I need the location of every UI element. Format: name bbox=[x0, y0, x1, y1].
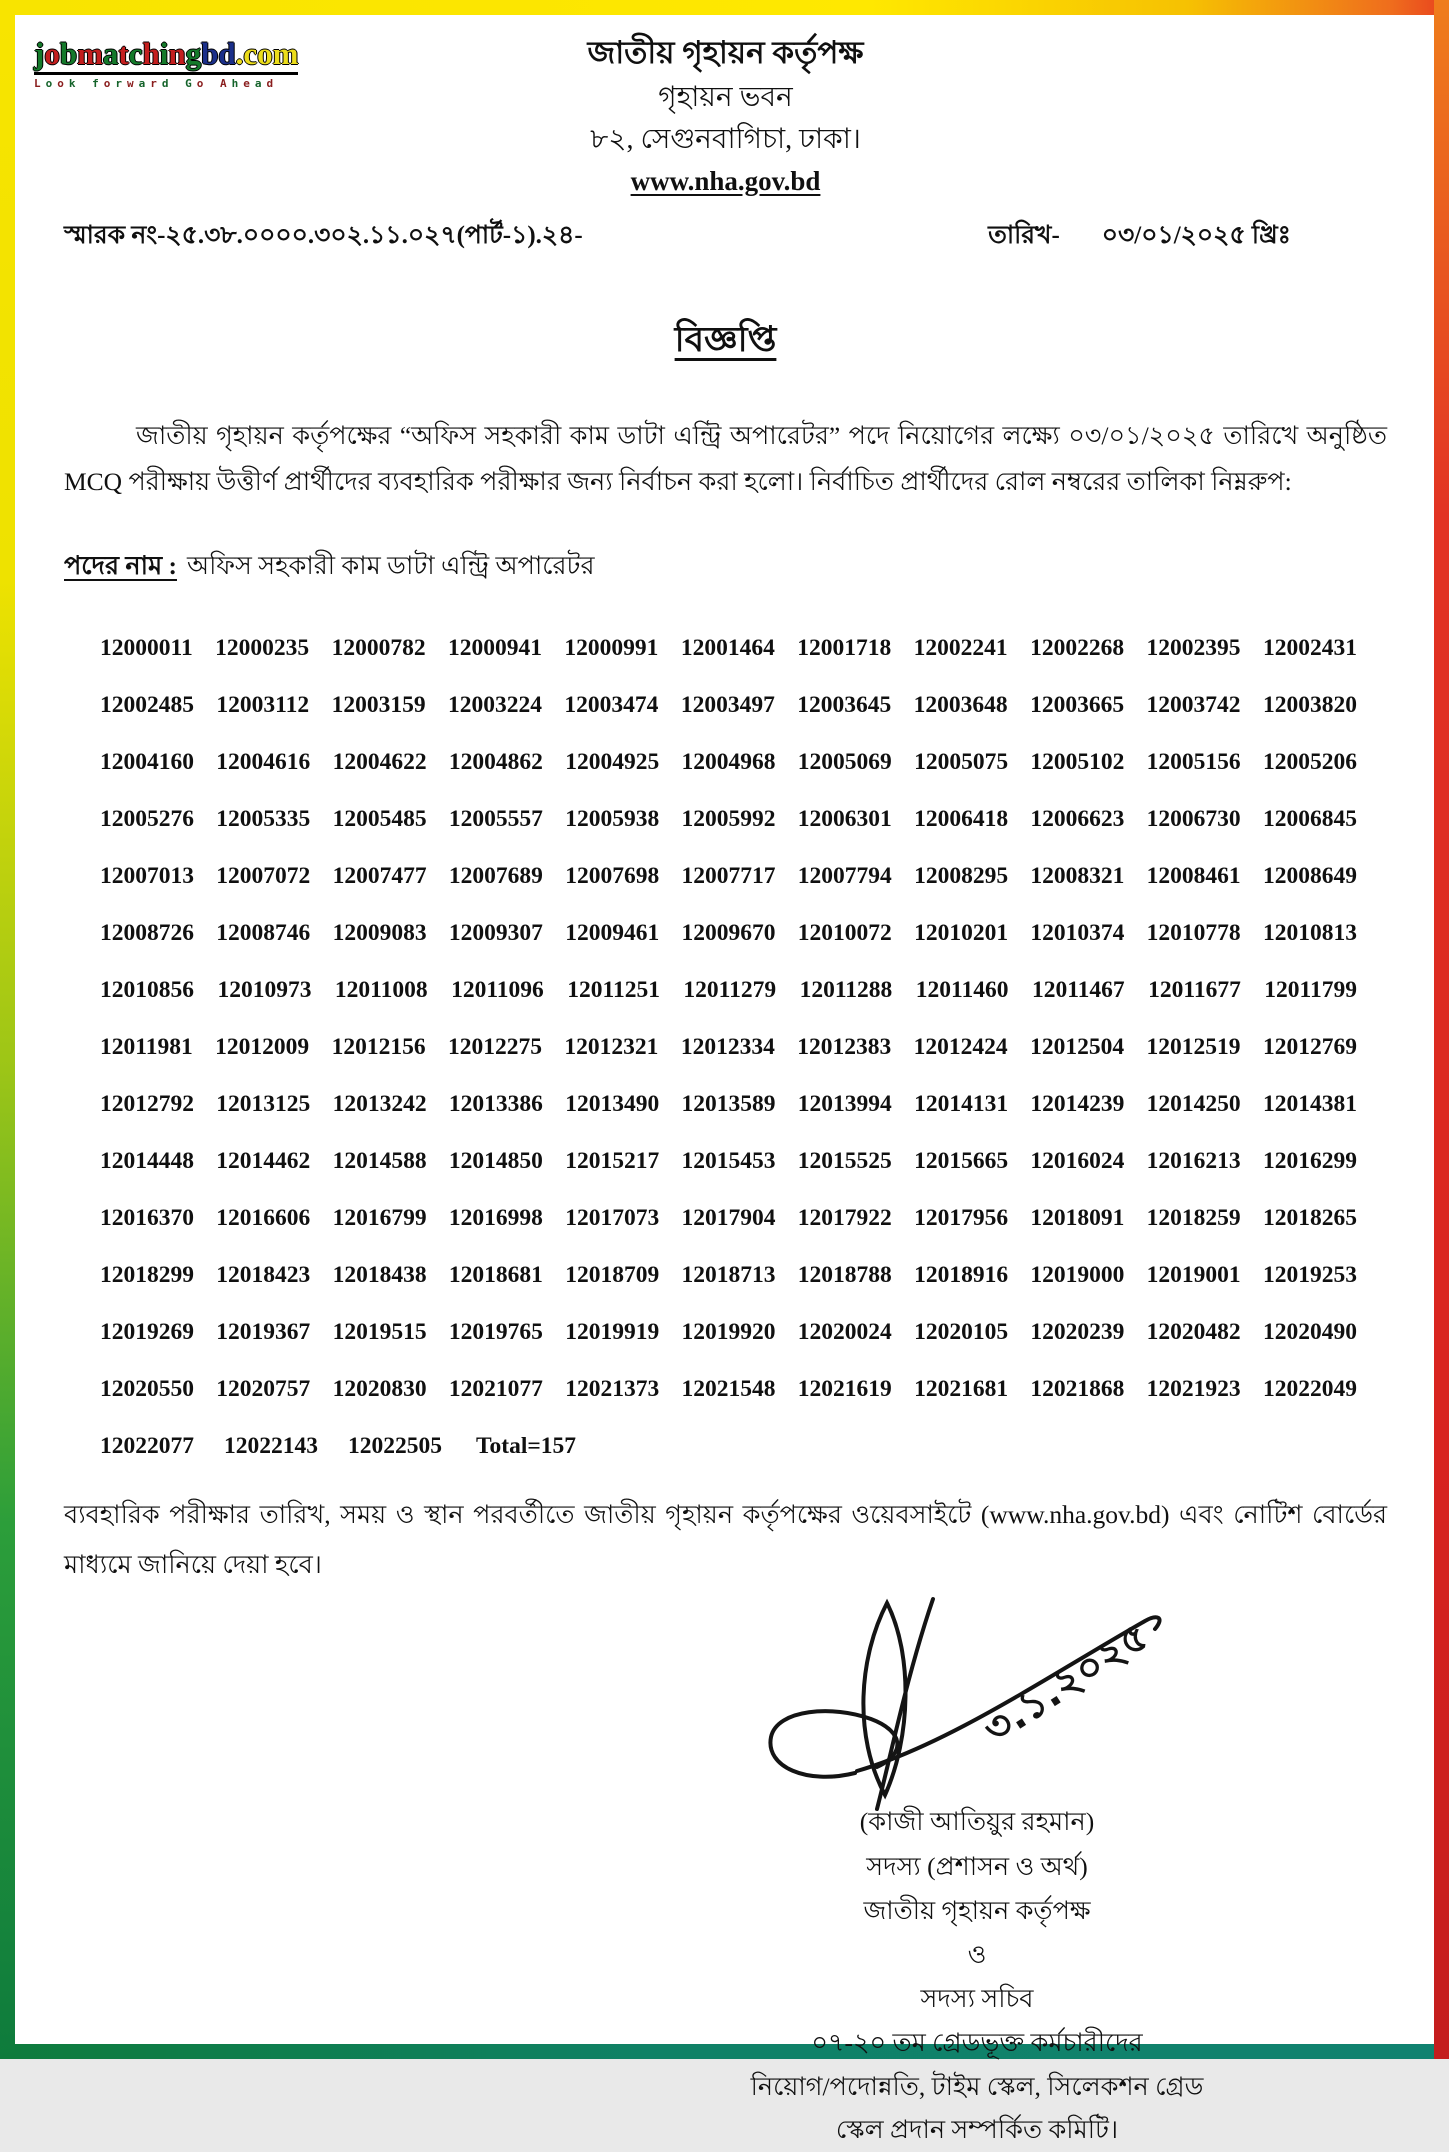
roll-number: 12009670 bbox=[681, 919, 776, 946]
signature-scrawl bbox=[737, 1595, 1217, 1820]
roll-number: 12019367 bbox=[216, 1318, 311, 1345]
logo-letter: o bbox=[257, 36, 273, 71]
signatory-line: ও bbox=[967, 1939, 987, 1969]
roll-number: 12001718 bbox=[797, 634, 892, 661]
roll-row bbox=[100, 1433, 1357, 1460]
roll-number: 12003648 bbox=[913, 691, 1008, 718]
logo-letter: m bbox=[77, 36, 103, 71]
roll-number: 12020550 bbox=[100, 1375, 194, 1402]
roll-number: 12012769 bbox=[1262, 1033, 1357, 1060]
roll-number: 12014850 bbox=[448, 1147, 543, 1174]
roll-number: 12003474 bbox=[564, 691, 659, 718]
date-value: ০৩/০১/২০২৫ খ্রিঃ bbox=[1101, 222, 1291, 249]
tagline-letter: e bbox=[243, 76, 255, 90]
roll-number: 12016213 bbox=[1146, 1147, 1241, 1174]
roll-row bbox=[100, 635, 1357, 662]
roll-number: 12009307 bbox=[448, 919, 543, 946]
roll-number: 12007689 bbox=[448, 862, 543, 889]
org-building: গৃহায়ন ভবন bbox=[658, 81, 793, 113]
roll-number: 12012383 bbox=[797, 1033, 892, 1060]
logo-letter: t bbox=[118, 36, 129, 71]
org-website-text: www.nha.gov.bd bbox=[630, 165, 821, 196]
roll-number: 12019515 bbox=[332, 1318, 427, 1345]
roll-number: 12003112 bbox=[216, 691, 310, 718]
roll-number: 12018091 bbox=[1030, 1204, 1125, 1231]
roll-row bbox=[100, 806, 1357, 833]
roll-number: 12012321 bbox=[564, 1033, 659, 1060]
roll-number: 12002268 bbox=[1030, 634, 1125, 661]
roll-number: 12002431 bbox=[1262, 634, 1357, 661]
roll-number: 12003820 bbox=[1262, 691, 1357, 718]
roll-number: 12014131 bbox=[914, 1090, 1009, 1117]
roll-number: 12006418 bbox=[914, 805, 1009, 832]
roll-number: 12021619 bbox=[797, 1375, 892, 1402]
org-name: জাতীয় গৃহায়ন কর্তৃপক্ষ bbox=[587, 35, 864, 70]
roll-number: 12019919 bbox=[565, 1318, 660, 1345]
logo-letter: a bbox=[102, 36, 119, 71]
org-address: ৮২, সেগুনবাগিচা, ঢাকা। bbox=[590, 123, 861, 155]
roll-number: 12002241 bbox=[913, 634, 1008, 661]
memo-date bbox=[988, 215, 1387, 258]
roll-number: 12004968 bbox=[681, 748, 776, 775]
roll-number: 12010973 bbox=[217, 976, 312, 1003]
roll-row bbox=[100, 1091, 1357, 1118]
roll-number: 12020490 bbox=[1262, 1318, 1357, 1345]
roll-number: 12018709 bbox=[565, 1261, 660, 1288]
roll-number-list bbox=[64, 635, 1387, 1460]
post-name-label: পদের নাম : bbox=[64, 550, 177, 580]
roll-number: 12015453 bbox=[681, 1147, 776, 1174]
roll-row bbox=[100, 1319, 1357, 1346]
logo-letter: d bbox=[218, 36, 236, 71]
roll-number: 12010374 bbox=[1030, 919, 1125, 946]
roll-number: 12006845 bbox=[1262, 805, 1357, 832]
roll-number: 12011677 bbox=[1148, 976, 1241, 1003]
roll-number: 12006623 bbox=[1030, 805, 1125, 832]
roll-number: 12001464 bbox=[680, 634, 775, 661]
tagline-letter: o bbox=[45, 76, 58, 90]
roll-number: 12007717 bbox=[681, 862, 776, 889]
tagline-letter: r bbox=[150, 76, 162, 90]
roll-number: 12017922 bbox=[797, 1204, 892, 1231]
roll-number: 12000991 bbox=[564, 634, 659, 661]
tagline-letter: A bbox=[220, 76, 232, 90]
roll-row bbox=[100, 920, 1357, 947]
roll-number: 12013589 bbox=[681, 1090, 776, 1117]
roll-number: 12006301 bbox=[797, 805, 892, 832]
roll-number: 12018259 bbox=[1146, 1204, 1241, 1231]
roll-number: 12005156 bbox=[1146, 748, 1241, 775]
logo-letter: c bbox=[128, 36, 143, 71]
signatory-designations bbox=[667, 1845, 1287, 2152]
roll-number: 12018681 bbox=[448, 1261, 543, 1288]
roll-number: 12005557 bbox=[448, 805, 543, 832]
roll-number: 12020105 bbox=[914, 1318, 1009, 1345]
roll-number: 12021923 bbox=[1146, 1375, 1241, 1402]
logo-letter: g bbox=[185, 36, 202, 71]
roll-number: 12010201 bbox=[914, 919, 1009, 946]
roll-number: 12008726 bbox=[100, 919, 194, 946]
roll-number: 12003742 bbox=[1146, 691, 1241, 718]
tagline-letter: d bbox=[266, 76, 279, 90]
logo-letter: n bbox=[168, 36, 186, 71]
signatory-line: নিয়োগ/পদোন্নতি, টাইম স্কেল, সিলেকশন গ্রেড bbox=[750, 2071, 1204, 2101]
roll-number: 12020239 bbox=[1030, 1318, 1125, 1345]
roll-number: 12011981 bbox=[100, 1033, 193, 1060]
roll-number: 12018423 bbox=[216, 1261, 311, 1288]
roll-row bbox=[100, 749, 1357, 776]
logo-letter: j bbox=[34, 36, 45, 71]
roll-number: 12003224 bbox=[447, 691, 542, 718]
tagline-letter: k bbox=[68, 76, 81, 90]
roll-number: 12012792 bbox=[100, 1090, 194, 1117]
roll-number: 12018713 bbox=[681, 1261, 776, 1288]
roll-number: 12013125 bbox=[216, 1090, 311, 1117]
roll-number: 12005276 bbox=[100, 805, 194, 832]
roll-number: 12000941 bbox=[447, 634, 542, 661]
roll-number: 12021548 bbox=[681, 1375, 776, 1402]
roll-number: 12017073 bbox=[565, 1204, 660, 1231]
roll-row bbox=[100, 1034, 1357, 1061]
roll-number: 12009461 bbox=[565, 919, 660, 946]
tagline-letter: h bbox=[231, 76, 244, 90]
roll-number: 12022049 bbox=[1262, 1375, 1357, 1402]
roll-number: 12018916 bbox=[914, 1261, 1009, 1288]
tagline-letter: L bbox=[34, 76, 46, 90]
roll-number: 12013242 bbox=[332, 1090, 427, 1117]
letterhead bbox=[64, 30, 1387, 201]
tagline-letter: o bbox=[57, 76, 69, 90]
logo-letter: h bbox=[142, 36, 160, 71]
roll-number: 12012275 bbox=[447, 1033, 542, 1060]
roll-number: 12018265 bbox=[1262, 1204, 1357, 1231]
roll-number: 12016299 bbox=[1262, 1147, 1357, 1174]
notice-body: জাতীয় গৃহায়ন কর্তৃপক্ষের “অফিস সহকারী কাম ডাটা এন্ট্রি অপারেটর” পদে নিয়োগের লক্ষ্যে ০৩/০১/২০২৫ তারিখে অনুষ্ঠিত MCQ পরীক্ষায় উত্তীর্ণ প্রার্থীদের ব্যবহারিক পরীক্ষার জন্য নির্বাচন করা হলো। নির্বাচিত প্রার্থীদের রোল নম্বরের তালিকা নিম্নরুপ: bbox=[64, 421, 1387, 497]
roll-number: 12013994 bbox=[797, 1090, 892, 1117]
tagline-letter: f bbox=[92, 76, 104, 90]
roll-number: 12022505 bbox=[348, 1432, 442, 1459]
roll-number: 12004160 bbox=[100, 748, 194, 775]
roll-number: 12016024 bbox=[1030, 1147, 1125, 1174]
roll-row bbox=[100, 1262, 1357, 1289]
signature-date-script: ৩.১.২০২৫ bbox=[975, 1613, 1157, 1754]
tagline-letter: r bbox=[115, 76, 127, 90]
roll-number: 12021373 bbox=[565, 1375, 660, 1402]
roll-number: 12003645 bbox=[797, 691, 892, 718]
roll-number: 12020830 bbox=[332, 1375, 427, 1402]
roll-number: 12003159 bbox=[331, 691, 426, 718]
logo-letter: . bbox=[235, 36, 244, 71]
roll-number: 12014588 bbox=[332, 1147, 427, 1174]
signatory-line: জাতীয় গৃহায়ন কর্তৃপক্ষ bbox=[863, 1896, 1091, 1926]
roll-number: 12010856 bbox=[100, 976, 194, 1003]
roll-number: 12022077 bbox=[100, 1432, 194, 1459]
roll-number: 12017904 bbox=[681, 1204, 776, 1231]
roll-row bbox=[100, 863, 1357, 890]
roll-number: 12019765 bbox=[448, 1318, 543, 1345]
roll-row bbox=[100, 1376, 1357, 1403]
roll-number: 12018788 bbox=[797, 1261, 892, 1288]
roll-number: 12015665 bbox=[914, 1147, 1009, 1174]
roll-number: 12014381 bbox=[1262, 1090, 1357, 1117]
memo-number: স্মারক নং-২৫.৩৮.০০০০.৩০২.১১.০২৭(পার্ট-১).২৪- bbox=[64, 222, 583, 249]
roll-number: 12004925 bbox=[565, 748, 660, 775]
roll-row bbox=[100, 977, 1357, 1004]
roll-number: 12019001 bbox=[1146, 1261, 1241, 1288]
roll-number: 12014448 bbox=[100, 1147, 194, 1174]
roll-number: 12020482 bbox=[1146, 1318, 1241, 1345]
roll-number: 12018438 bbox=[332, 1261, 427, 1288]
signature-block bbox=[667, 1595, 1287, 2152]
roll-number: 12007013 bbox=[100, 862, 194, 889]
signatory-line: সদস্য (প্রশাসন ও অর্থ) bbox=[866, 1852, 1088, 1882]
roll-number: 12015525 bbox=[797, 1147, 892, 1174]
roll-number: 12010072 bbox=[797, 919, 892, 946]
roll-number: 12016606 bbox=[216, 1204, 311, 1231]
roll-number: 12003665 bbox=[1030, 691, 1125, 718]
logo-letter: o bbox=[44, 36, 60, 71]
roll-number: 12000235 bbox=[215, 634, 310, 661]
roll-number: 12011288 bbox=[799, 976, 893, 1003]
roll-number: 12014239 bbox=[1030, 1090, 1125, 1117]
roll-number: 12014250 bbox=[1146, 1090, 1241, 1117]
roll-number: 12012156 bbox=[331, 1033, 426, 1060]
roll-number: 12019253 bbox=[1262, 1261, 1357, 1288]
roll-row bbox=[100, 692, 1357, 719]
roll-number: 12016370 bbox=[100, 1204, 194, 1231]
signatory-line: স্কেল প্রদান সম্পর্কিত কমিটি। bbox=[835, 2115, 1119, 2145]
roll-number: 12008295 bbox=[914, 862, 1009, 889]
roll-number: 12011096 bbox=[451, 976, 544, 1003]
signatory-name: (কাজী আতিয়ুর রহমান) bbox=[859, 1807, 1095, 1837]
roll-number: 12018299 bbox=[100, 1261, 194, 1288]
tagline-letter: a bbox=[138, 76, 151, 90]
roll-number: 12003497 bbox=[680, 691, 775, 718]
roll-number: 12012334 bbox=[680, 1033, 775, 1060]
tagline-letter: d bbox=[161, 76, 174, 90]
notice-title: বিজ্ঞপ্তি bbox=[674, 320, 777, 359]
roll-number: 12013386 bbox=[448, 1090, 543, 1117]
memo-row bbox=[64, 215, 1387, 258]
roll-number: 12009083 bbox=[332, 919, 427, 946]
roll-number: 12005075 bbox=[914, 748, 1009, 775]
roll-number: 12005938 bbox=[565, 805, 660, 832]
roll-number: 12005335 bbox=[216, 805, 311, 832]
roll-number: 12020024 bbox=[797, 1318, 892, 1345]
roll-number: 12007794 bbox=[797, 862, 892, 889]
roll-number: 12007698 bbox=[565, 862, 660, 889]
signatory-line: ০৭-২০ তম গ্রেডভূক্ত কর্মচারীদের bbox=[811, 2027, 1143, 2057]
roll-number: 12012424 bbox=[913, 1033, 1008, 1060]
roll-number: 12020757 bbox=[216, 1375, 311, 1402]
roll-number: 12012009 bbox=[215, 1033, 310, 1060]
roll-number: 12015217 bbox=[565, 1147, 660, 1174]
logo-letter: i bbox=[159, 36, 169, 71]
roll-number: 12005206 bbox=[1262, 748, 1357, 775]
roll-number: 12016799 bbox=[332, 1204, 427, 1231]
roll-number: 12000782 bbox=[331, 634, 426, 661]
roll-number: 12016998 bbox=[448, 1204, 543, 1231]
roll-number: 12008649 bbox=[1262, 862, 1357, 889]
roll-number: 12021077 bbox=[448, 1375, 543, 1402]
roll-number: 12007477 bbox=[332, 862, 427, 889]
roll-number: 12008321 bbox=[1030, 862, 1125, 889]
roll-number: 12021681 bbox=[914, 1375, 1009, 1402]
roll-number: 12011467 bbox=[1031, 976, 1125, 1003]
post-name-value: অফিস সহকারী কাম ডাটা এন্ট্রি অপারেটর bbox=[187, 550, 595, 580]
tagline-letter: w bbox=[127, 76, 139, 90]
total-count: Total=157 bbox=[476, 1432, 577, 1459]
roll-number: 12010813 bbox=[1262, 919, 1357, 946]
logo-letter: b bbox=[201, 36, 219, 71]
roll-row bbox=[100, 1205, 1357, 1232]
roll-number: 12019000 bbox=[1030, 1261, 1125, 1288]
roll-number: 12011008 bbox=[334, 976, 428, 1003]
roll-number: 12005102 bbox=[1030, 748, 1125, 775]
roll-number: 12002485 bbox=[100, 691, 194, 718]
roll-number: 12002395 bbox=[1146, 634, 1241, 661]
tagline-letter: a bbox=[254, 76, 267, 90]
post-line bbox=[64, 546, 1387, 589]
roll-row bbox=[100, 1148, 1357, 1175]
logo-letter: m bbox=[272, 36, 299, 71]
date-label: তারিখ- bbox=[988, 222, 1060, 249]
roll-number: 12008746 bbox=[216, 919, 311, 946]
roll-number: 12011460 bbox=[915, 976, 1009, 1003]
roll-number: 12004616 bbox=[216, 748, 311, 775]
roll-number: 12019269 bbox=[100, 1318, 194, 1345]
roll-number: 12011251 bbox=[567, 976, 660, 1003]
tagline-letter: o bbox=[196, 76, 209, 90]
logo-letter: c bbox=[243, 36, 258, 71]
roll-number: 12012504 bbox=[1030, 1033, 1125, 1060]
roll-number: 12013490 bbox=[565, 1090, 660, 1117]
roll-number: 12000011 bbox=[100, 634, 193, 661]
roll-number: 12007072 bbox=[216, 862, 311, 889]
roll-number: 12012519 bbox=[1146, 1033, 1241, 1060]
roll-number: 12010778 bbox=[1146, 919, 1241, 946]
signatory-line: সদস্য সচিব bbox=[920, 1983, 1034, 2013]
roll-number: 12005992 bbox=[681, 805, 776, 832]
logo-letter: b bbox=[59, 36, 78, 71]
tagline-letter: o bbox=[103, 76, 116, 90]
roll-number: 12005069 bbox=[797, 748, 892, 775]
tagline-letter: G bbox=[185, 76, 197, 90]
roll-number: 12011279 bbox=[683, 976, 777, 1003]
roll-number: 12011799 bbox=[1264, 976, 1357, 1003]
roll-number: 12004862 bbox=[448, 748, 543, 775]
roll-number: 12019920 bbox=[681, 1318, 776, 1345]
roll-number: 12004622 bbox=[332, 748, 427, 775]
roll-number: 12017956 bbox=[914, 1204, 1009, 1231]
roll-number: 12022143 bbox=[224, 1432, 318, 1459]
roll-number: 12021868 bbox=[1030, 1375, 1125, 1402]
roll-number: 12014462 bbox=[216, 1147, 311, 1174]
roll-number: 12008461 bbox=[1146, 862, 1241, 889]
footer-note: ব্যবহারিক পরীক্ষার তারিখ, সময় ও স্থান পরবর্তীতে জাতীয় গৃহায়ন কর্তৃপক্ষের ওয়েবসাইটে (www.nha.gov.bd) এবং নোটিশ বোর্ডের মাধ্যমে জানিয়ে দেয়া হবে। bbox=[64, 1499, 1387, 1579]
roll-number: 12005485 bbox=[332, 805, 427, 832]
roll-number: 12006730 bbox=[1146, 805, 1241, 832]
